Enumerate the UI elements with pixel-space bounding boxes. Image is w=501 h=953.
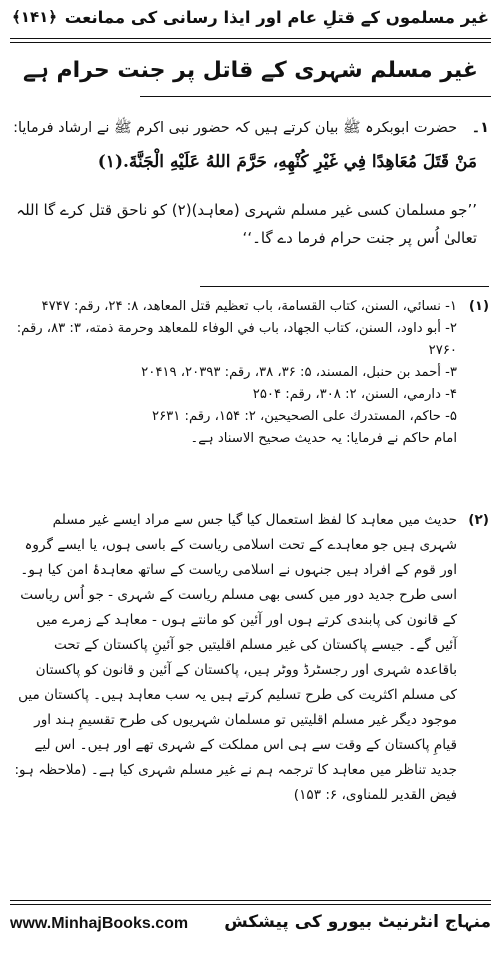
footnote-label: (۱) — [468, 299, 489, 314]
paragraph-1 — [12, 115, 489, 141]
footnote-2 — [14, 508, 489, 808]
hadith-arabic: مَنْ قَتَلَ مُعَاهِدًا فِي غَيْرِ كُنْهِهِ، حَرَّمَ اللهُ عَلَيْهِ الْجَنَّةَ.(۱) — [97, 152, 477, 172]
footnote-separator — [200, 286, 489, 287]
paragraph-number: ۱۔ — [471, 120, 489, 136]
hadith-translation: ’’جو مسلمان کسی غیر مسلم شہری (معاہد)(۲) کو ناحق قتل کرے گا اللہ تعالیٰ اُس پر جنت حرام فرما دے گا۔‘‘ — [16, 201, 477, 247]
footer-rule — [10, 900, 491, 901]
footnote-text: حدیث میں معاہد کا لفظ استعمال کیا گیا جس سے مراد ایسے غیر مسلم شہری ہیں جو معاہدے کے تحت اسلامی ریاست کے باسی ہوں، یا ایسے گروہ اور قوم کے افراد ہیں جنہوں نے اسلامی ریاست کے ساتھ معاہدۂ امن کیا ہو۔ اسی طرح جدید دور میں کسی بھی مسلم ریاست کے شہری - جو اُس ریاست کے قانون کی پابندی کرتے ہوں اور آئین کو مانتے ہوں - معاہد کے زمرے میں آئیں گے۔ جیسے پاکستان کی غیر مسلم اقلیتیں جو آئینِ پاکستان کے تحت باقاعدہ شہری اور رجسٹرڈ ووٹر ہیں، پاکستان کے آئین و قانون کو پاکستان کی مسلم اکثریت کی طرح تسلیم کرتے ہیں یہ سب معاہد ہیں۔ پاکستان میں موجود دیگر غیر مسلم اقلیتیں تو مسلمان شہریوں کی طرح تقسیمِ ہند اور قیامِ پاکستان کے وقت سے ہی اس مملکت کے شہری تھے اور ہیں۔ اس لیے جدید تناظر میں معاہد کا ترجمہ ہم نے غیر مسلم شہری کیا ہے۔ (ملاحظہ ہو: فیض القدیر للمناوی، ۶: ۱۵۳) — [14, 512, 457, 803]
page-number: ﴿۱۴۱﴾ — [12, 8, 58, 26]
reference-line: ۱- نسائي، السنن، كتاب القسامة، باب تعظيم قتل المعاهد، ۸: ۲۴، رقم: ۴۷۴۷ — [41, 299, 457, 314]
page-header — [12, 4, 489, 38]
page-footer — [10, 905, 491, 945]
paragraph-text: حضرت ابوبکرہ ﷺ بیان کرتے ہیں کہ حضور نبی اکرم ﷺ نے ارشاد فرمایا: — [13, 120, 458, 136]
chapter-heading: غیر مسلم شہری کے قاتل پر جنت حرام ہے — [23, 58, 478, 83]
reference-line: ۲- أبو داود، السنن، كتاب الجهاد، باب في الوفاء للمعاهد وحرمة ذمته، ۳: ۸۳، رقم: ۲۷۶۰ — [16, 321, 457, 358]
reference-line: ۳- أحمد بن حنبل، المسند، ۵: ۳۶، ۳۸، رقم: ۲۰۳۹۳، ۲۰۴۱۹ — [141, 365, 457, 380]
footnote-label: (۲) — [468, 512, 489, 528]
reference-note: امام حاکم نے فرمایا: یہ حدیث صحیح الاسناد ہے۔ — [190, 431, 457, 446]
footnote-references — [14, 296, 457, 450]
reference-line: ۴- دارمي، السنن، ۲: ۳۰۸، رقم: ۲۵۰۴ — [252, 387, 457, 402]
heading-underline — [140, 96, 491, 97]
reference-line: ۵- حاكم، المستدرك على الصحيحين، ۲: ۱۵۴، رقم: ۲۶۳۱ — [151, 409, 457, 424]
header-rule — [10, 38, 491, 39]
header-rule-thin — [10, 42, 491, 43]
running-title: غیر مسلموں کے قتلِ عام اور ایذا رسانی کی ممانعت — [64, 8, 489, 27]
footnote-1 — [14, 296, 489, 450]
publisher-credit: منہاج انٹرنیٹ بیورو کی پیشکش — [224, 912, 491, 932]
website-link[interactable]: www.MinhajBooks.com — [10, 915, 189, 932]
